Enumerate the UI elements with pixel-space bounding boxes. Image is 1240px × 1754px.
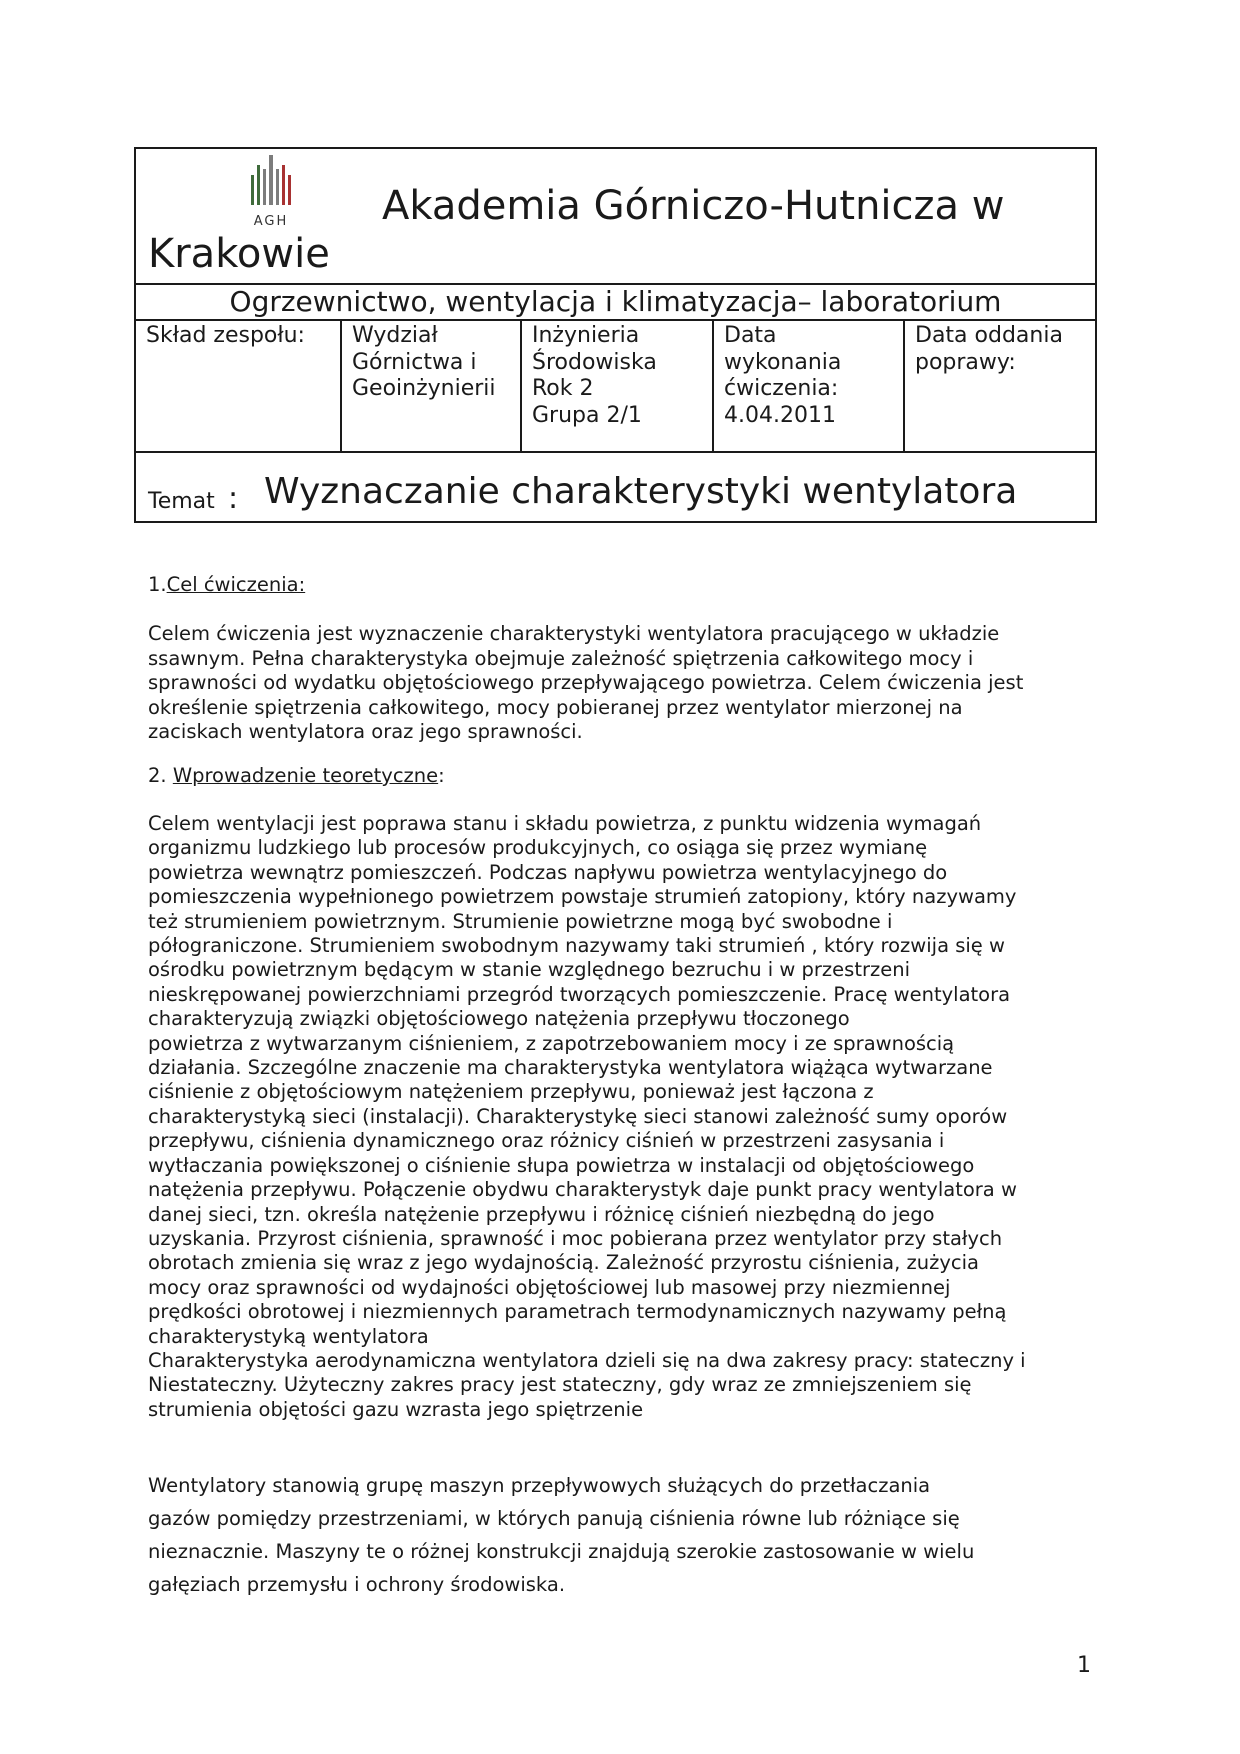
paragraph-line: strumienia objętości gazu wzrasta jego spiętrzenie <box>148 1397 644 1421</box>
header-table <box>134 147 1097 523</box>
cell-line: Data oddania <box>915 323 1063 348</box>
cell-line: Górnictwa i <box>352 349 477 375</box>
title-row <box>136 149 1095 285</box>
section2-final-paragraph <box>148 1469 1088 1601</box>
section1-number: 1. <box>148 573 167 596</box>
paragraph-line: charakteryzują związki objętościowego natężenia przepływu tłoczonego <box>148 1007 850 1031</box>
cell-line: Geoinżynierii <box>352 376 496 401</box>
paragraph-line: organizmu ludzkiego lub procesów produkcyjnych, co osiąga się przez wymianę <box>148 836 928 860</box>
paragraph-line: natężenia przepływu. Połączenie obydwu charakterystyk daje punkt pracy wentylatora w <box>148 1178 1017 1202</box>
topic-label: Temat <box>148 489 215 514</box>
paragraph-line: Charakterystyka aerodynamiczna wentylatora dzieli się na dwa zakresy pracy: stateczny i <box>148 1348 1026 1372</box>
cell-line: Rok 2 <box>532 376 594 401</box>
paragraph-line: uzyskania. Przyrost ciśnienia, sprawność i moc pobierana przez wentylator przy stałych <box>148 1226 1003 1250</box>
section1-heading <box>148 573 1088 597</box>
cell-line: Grupa 2/1 <box>532 402 642 428</box>
paragraph-line: półograniczone. Strumieniem swobodnym nazywamy taki strumień , który rozwija się w <box>148 934 1005 958</box>
paragraph-line: ssawnym. Pełna charakterystyka obejmuje zależność spiętrzenia całkowitego mocy i <box>148 646 974 670</box>
paragraph-line: Celem ćwiczenia jest wyznaczenie charakterystyki wentylatora pracującego w układzie <box>148 622 1000 645</box>
cell-line: wykonania <box>724 349 842 375</box>
paragraph-line: ciśnienie z objętościowym natężeniem przepływu, ponieważ jest łączona z <box>148 1080 874 1104</box>
team-cell <box>136 321 340 451</box>
paragraph-line: określenie spiętrzenia całkowitego, mocy pobieranej przez wentylator mierzonej na <box>148 695 963 719</box>
university-name-line1: Akademia Górniczo-Hutnicza w <box>382 183 1005 229</box>
topic-title: Wyznaczanie charakterystyki wentylatora <box>264 471 1018 512</box>
topic-colon: : <box>228 481 239 516</box>
university-name-line2: Krakowie <box>148 231 330 277</box>
paragraph-line: Celem wentylacji jest poprawa stanu i składu powietrza, z punktu widzenia wymagań <box>148 812 982 835</box>
paragraph-line: charakterystyką wentylatora <box>148 1324 429 1348</box>
paragraph-line: obrotach zmienia się wraz z jego wydajnością. Zależność przyrostu ciśnienia, zużycia <box>148 1251 979 1275</box>
field-cell <box>520 321 712 451</box>
correction-date-cell <box>903 321 1095 451</box>
cell-line: ćwiczenia: <box>724 376 839 401</box>
paragraph-line: mocy oraz sprawności od wydajności objętościowej lub masowej przy niezmiennej <box>148 1275 951 1299</box>
cell-line: poprawy: <box>915 349 1016 375</box>
paragraph-line: danej sieci, tzn. określa natężenie przepływu i różnicę ciśnień niezbędną do jego <box>148 1202 935 1226</box>
section2-heading-suffix: : <box>438 764 445 787</box>
paragraph-line: sprawności od wydatku objętościowego przepływającego powietrza. Celem ćwiczenia jest <box>148 671 1024 695</box>
paragraph-line: prędkości obrotowej i niezmiennych parametrach termodynamicznych nazywamy pełną <box>148 1300 1007 1324</box>
paragraph-line: gałęziach przemysłu i ochrony środowiska. <box>148 1573 566 1596</box>
course-row <box>136 285 1095 321</box>
section1-heading-text: Cel ćwiczenia: <box>166 573 306 596</box>
execution-date-cell <box>712 321 903 451</box>
paragraph-line: też strumieniem powietrznym. Strumienie powietrzne mogą być swobodne i <box>148 909 893 933</box>
paragraph-line: działania. Szczególne znaczenie ma charakterystyka wentylatora wiążąca wytwarzane <box>148 1056 993 1080</box>
paragraph-line: nieskrępowanej powierzchniami przegród tworzących pomieszczenie. Pracę wentylatora <box>148 982 1011 1006</box>
topic-row <box>136 453 1095 523</box>
section2-body <box>148 812 1088 1422</box>
course-title: Ogrzewnictwo, wentylacja i klimatyzacja– laboratorium <box>229 285 1002 318</box>
cell-line: Skład zespołu: <box>146 323 305 348</box>
cell-line: Data <box>724 323 777 348</box>
paragraph-line: gazów pomiędzy przestrzeniami, w których panują ciśnienia równe lub różniące się <box>148 1507 960 1530</box>
cell-line: Wydział <box>352 323 438 348</box>
info-row <box>136 321 1095 453</box>
cell-line: 4.04.2011 <box>724 402 836 428</box>
paragraph-line: Wentylatory stanowią grupę maszyn przepływowych służących do przetłaczania <box>148 1474 931 1497</box>
section2-heading-text: Wprowadzenie teoretyczne <box>172 764 439 787</box>
section2-heading <box>148 764 1088 788</box>
paragraph-line: Niestateczny. Użyteczny zakres pracy jest stateczny, gdy wraz ze zmniejszeniem się <box>148 1373 972 1397</box>
faculty-cell <box>340 321 520 451</box>
cell-line: Środowiska <box>532 349 657 375</box>
paragraph-line: zaciskach wentylatora oraz jego sprawności. <box>148 720 583 744</box>
page-number: 1 <box>1077 1653 1091 1678</box>
paragraph-line: pomieszczenia wypełnionego powietrzem powstaje strumień zatopiony, który nazywamy <box>148 885 1017 909</box>
paragraph-line: przepływu, ciśnienia dynamicznego oraz różnicy ciśnień w przestrzeni zasysania i <box>148 1129 945 1153</box>
paragraph-line: powietrza z wytwarzanym ciśnieniem, z zapotrzebowaniem mocy i ze sprawnością <box>148 1031 955 1055</box>
logo-text: AGH <box>253 214 289 229</box>
paragraph-line: charakterystyką sieci (instalacji). Charakterystykę sieci stanowi zależność sumy oporów <box>148 1104 1008 1128</box>
section2-number: 2. <box>148 764 173 787</box>
agh-logo <box>248 153 298 229</box>
paragraph-line: ośrodku powietrznym będącym w stanie względnego bezruchu i w przestrzeni <box>148 958 910 982</box>
paragraph-line: powietrza wewnątrz pomieszczeń. Podczas napływu powietrza wentylacyjnego do <box>148 860 948 884</box>
section1-body <box>148 622 1088 745</box>
paragraph-line: wytłaczania powiększonej o ciśnienie słupa powietrza w instalacji od objętościowego <box>148 1153 975 1177</box>
paragraph-line: nieznacznie. Maszyny te o różnej konstrukcji znajdują szerokie zastosowanie w wielu <box>148 1540 975 1563</box>
cell-line: Inżynieria <box>532 323 640 348</box>
